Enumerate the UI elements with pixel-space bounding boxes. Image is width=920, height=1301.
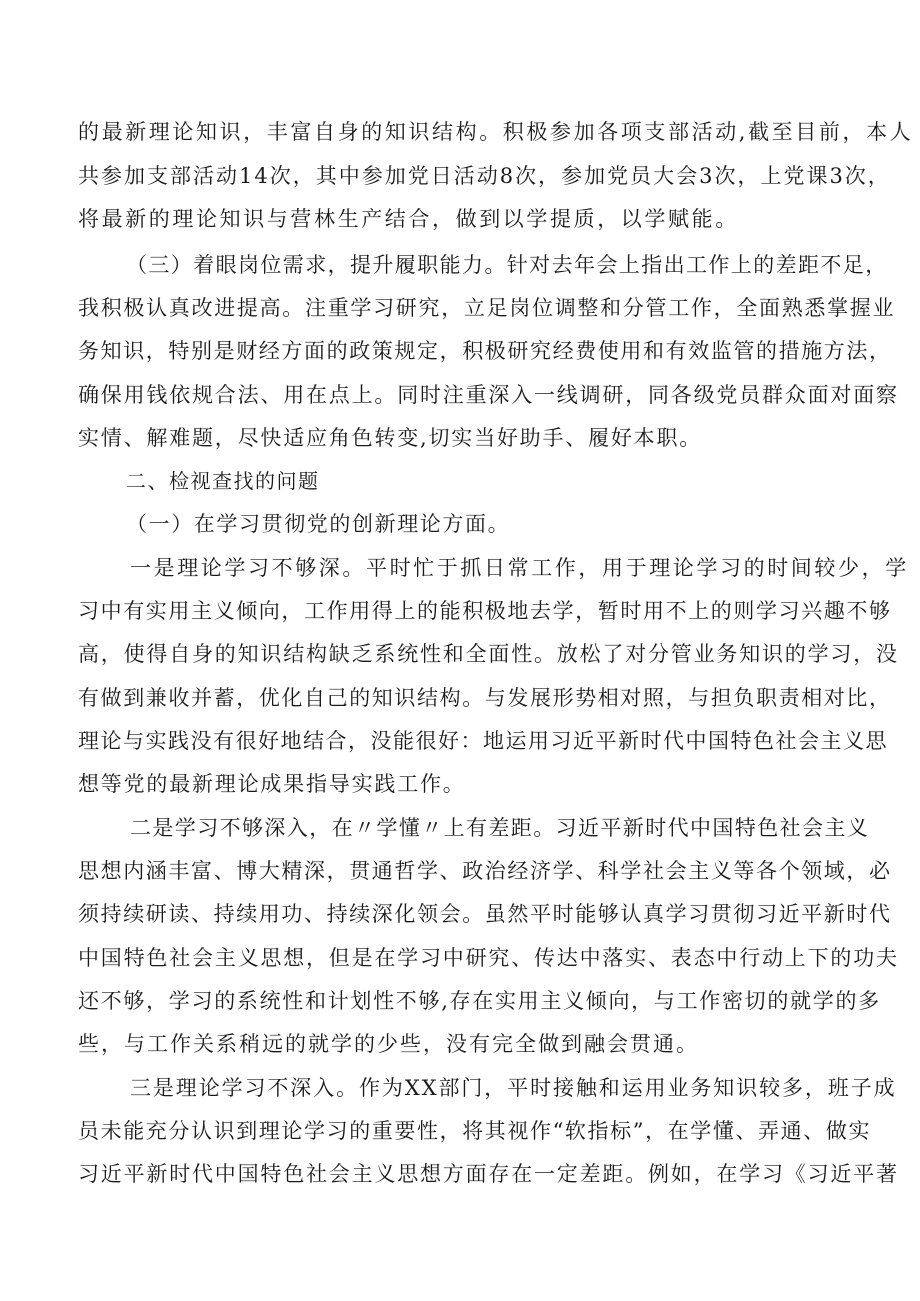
text-line: 确保用钱依规合法、用在点上。同时注重深入一线调研，同各级党员群众面对面察 bbox=[78, 383, 899, 407]
text-line: 员未能充分认识到理论学习的重要性，将其视作“软指标”，在学懂、弄通、做实 bbox=[78, 1119, 872, 1143]
text-line: 须持续研读、持续用功、持续深化领会。虽然平时能够认真学习贯彻习近平新时代 bbox=[78, 902, 892, 926]
text-line: 中国特色社会主义思想，但是在学习中研究、传达中落实、表态中行动上下的功夫 bbox=[78, 946, 899, 970]
section-heading: 二、检视查找的问题 bbox=[126, 469, 320, 493]
text-line: 习中有实用主义倾向，工作用得上的能积极地去学，暂时用不上的则学习兴趣不够 bbox=[78, 599, 892, 623]
text-line: 的最新理论知识，丰富自身的知识结构。积极参加各项支部活动,截至目前，本人 bbox=[78, 120, 914, 144]
text-line: 还不够，学习的系统性和计划性不够,存在实用主义倾向，与工作密切的就学的多 bbox=[78, 989, 881, 1013]
text-line: 实情、解难题，尽快适应角色转变,切实当好助手、履好本职。 bbox=[78, 426, 703, 450]
text-line: 些，与工作关系稍远的就学的少些，没有完全做到融会贯通。 bbox=[78, 1032, 699, 1056]
text-line: 二是学习不够深入，在〃学懂〃上有差距。习近平新时代中国特色社会主义 bbox=[130, 816, 870, 840]
text-line: 三是理论学习不深入。作为XX部门，平时接触和运用业务知识较多，班子成 bbox=[130, 1076, 897, 1100]
text-line: 一是理论学习不够深。平时忙于抓日常工作，用于理论学习的时间较少，学 bbox=[130, 556, 909, 580]
text-line: 高，使得自身的知识结构缺乏系统性和全面性。放松了对分管业务知识的学习，没 bbox=[78, 642, 899, 666]
text-line: 理论与实践没有很好地结合，没能很好：地运用习近平新时代中国特色社会主义思 bbox=[78, 729, 888, 753]
text-line: 共参加支部活动14次，其中参加党日活动8次，参加党员大会3次，上党课3次， bbox=[78, 164, 891, 188]
text-line: 将最新的理论知识与营林生产结合，做到以学提质，以学赋能。 bbox=[78, 207, 739, 231]
text-line: 习近平新时代中国特色社会主义思想方面存在一定差距。例如，在学习《习近平著 bbox=[78, 1162, 899, 1186]
text-line: 想等党的最新理论成果指导实践工作。 bbox=[78, 772, 466, 796]
text-line: 有做到兼收并蓄，优化自己的知识结构。与发展形势相对照，与担负职责相对比， bbox=[78, 686, 892, 710]
text-line: （三）着眼岗位需求，提升履职能力。针对去年会上指出工作上的差距不足， bbox=[126, 253, 888, 277]
text-line: 我积极认真改进提高。注重学习研究，立足岗位调整和分管工作，全面熟悉掌握业 bbox=[78, 296, 896, 320]
text-line: 务知识，特别是财经方面的政策规定，积极研究经费使用和有效监管的措施方法， bbox=[78, 339, 892, 363]
subsection-heading: （一）在学习贯彻党的创新理论方面。 bbox=[126, 512, 511, 536]
text-line: 思想内涵丰富、博大精深，贯通哲学、政治经济学、科学社会主义等各个领域，必 bbox=[78, 859, 892, 883]
